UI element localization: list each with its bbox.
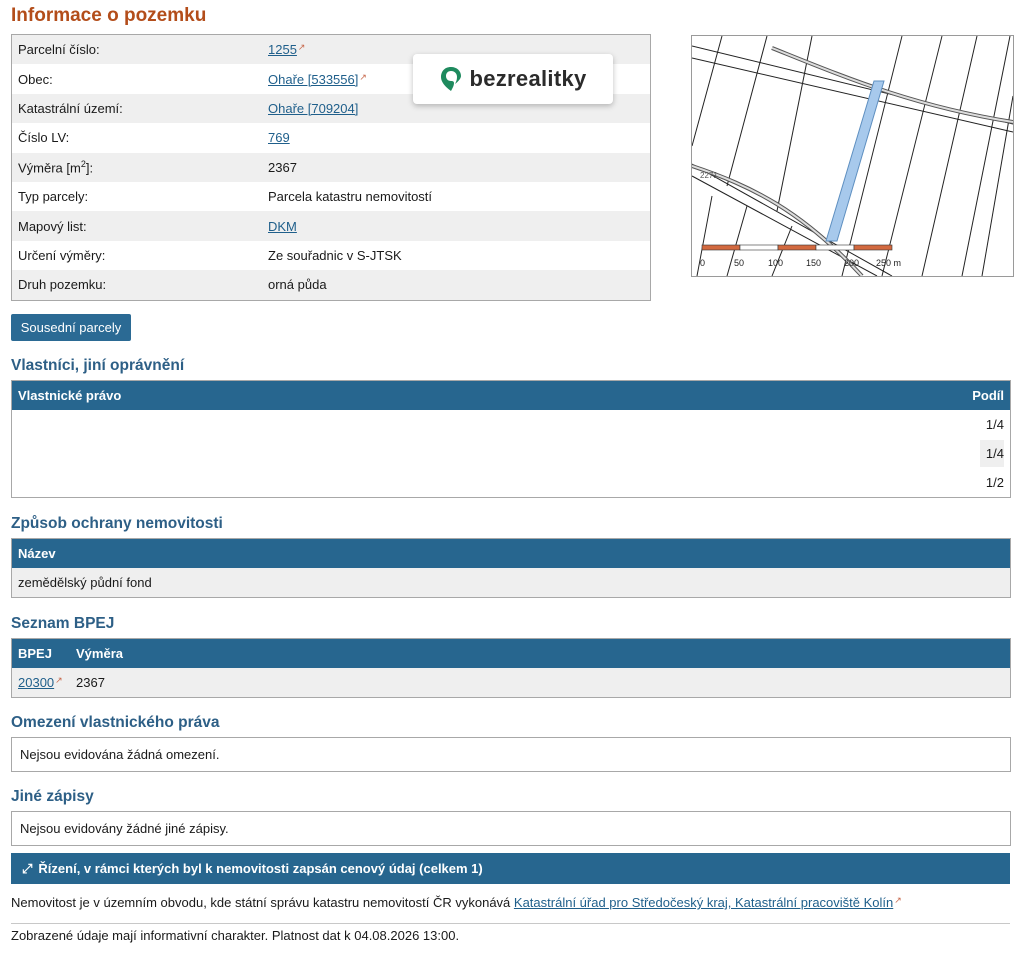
info-value: Ze souřadnic v S-JTSK [268, 247, 402, 263]
area-label: Výměra $[m^2]$: [18, 159, 94, 176]
scale-label: 100 [768, 258, 784, 268]
neighbor-parcels-button[interactable]: Sousední parcely [11, 314, 131, 341]
protection-value: zemědělský půdní fond [18, 575, 152, 590]
external-link-icon: ↗ [55, 675, 63, 685]
info-label: Určení výměry: [18, 247, 106, 263]
share-header: Podíl [972, 388, 1004, 403]
table-row [12, 468, 1010, 497]
protection-table [11, 538, 1011, 598]
other-entries-heading: Jiné zápisy [11, 788, 94, 805]
info-label: Katastrální území: [18, 100, 123, 116]
owners-heading: Vlastníci, jiní oprávnění [11, 357, 185, 374]
other-entries-text: Nejsou evidovány žádné jiné zápisy. [20, 821, 229, 836]
logo-text: bezrealitky [469, 66, 587, 91]
cadastral-area-link[interactable]: Ohaře [709204] [268, 100, 359, 116]
info-value: orná půda [268, 277, 327, 293]
page-title: Informace o pozemku [11, 5, 207, 26]
restrictions-text: Nejsou evidována žádná omezení. [20, 747, 220, 762]
bezrealitky-logo [413, 54, 613, 104]
info-label: Typ parcely: [18, 189, 89, 205]
info-row [12, 270, 650, 299]
share-value: 1/2 [985, 475, 1004, 490]
bpej-heading: Seznam BPEJ [11, 615, 115, 632]
share-value: 1/4 [985, 417, 1004, 432]
validity-note: Zobrazené údaje mají informativní charakter. Platnost dat k 04.08.2026 13:00. [11, 928, 460, 943]
protection-heading: Způsob ochrany nemovitosti [11, 515, 223, 532]
info-row [12, 123, 650, 152]
external-link-icon: ↗ [894, 895, 902, 905]
office-note [11, 895, 902, 910]
info-label: Parcelní číslo: [18, 42, 100, 58]
proceedings-toggle[interactable] [11, 853, 1010, 884]
bpej-header: BPEJ [18, 646, 52, 661]
scale-label: 200 [844, 258, 860, 268]
map-sheet-link[interactable]: DKM [268, 218, 297, 234]
table-row [12, 568, 1010, 597]
scale-label: 150 [806, 258, 822, 268]
info-label: Obec: [18, 71, 53, 87]
info-row [12, 153, 650, 182]
name-header: Název [18, 546, 56, 561]
table-row [12, 439, 1010, 468]
table-header [12, 381, 1010, 410]
info-value: 2367 [268, 159, 297, 175]
scale-label: 250 m [876, 258, 902, 268]
restrictions-box [11, 737, 1011, 772]
parcel-number-link[interactable]: 1255 [268, 42, 297, 58]
cadastral-office-link[interactable]: Katastrální úřad pro Středočeský kraj, Katastrální pracoviště Kolín [513, 895, 894, 910]
info-row [12, 211, 650, 240]
area-header: Výměra [76, 646, 123, 661]
map-parcel-label: 2271 [700, 171, 718, 180]
owner-right-header: Vlastnické právo [18, 388, 122, 403]
external-link-icon: ↗ [297, 42, 306, 53]
info-label: Mapový list: [18, 218, 87, 234]
info-label: Druh pozemku: [18, 277, 107, 293]
bpej-area-value: 2367 [76, 675, 105, 690]
table-header [12, 639, 1010, 668]
restrictions-heading: Omezení vlastnického práva [11, 714, 220, 731]
bpej-table [11, 638, 1011, 698]
bpej-code-link[interactable]: 20300 [18, 675, 55, 690]
expand-arrows-icon: ⤢ [22, 860, 33, 876]
info-row [12, 182, 650, 211]
office-note-text: Nemovitost je v územním obvodu, kde státní správu katastru nemovitostí ČR vykonává [11, 895, 511, 910]
proceedings-label: Řízení, v rámci kterých byl k nemovitosti zapsán cenový údaj (celkem 1) [38, 861, 483, 876]
parcel-map[interactable] [691, 35, 1014, 277]
info-value: Parcela katastru nemovitostí [268, 189, 433, 205]
table-row [12, 668, 1010, 697]
scale-label: 50 [734, 258, 745, 268]
share-value: 1/4 [980, 440, 1004, 467]
owners-table [11, 380, 1011, 498]
external-link-icon: ↗ [359, 71, 367, 82]
location-pin-icon [439, 66, 463, 92]
other-entries-box [11, 811, 1011, 846]
info-row [12, 241, 650, 270]
scale-label: 0 [700, 258, 706, 268]
info-label: Číslo LV: [18, 130, 70, 146]
table-row [12, 410, 1010, 439]
lv-number-link[interactable]: 769 [268, 130, 290, 146]
table-header [12, 539, 1010, 568]
divider [11, 923, 1010, 924]
municipality-link[interactable]: Ohaře [533556] [268, 71, 359, 87]
